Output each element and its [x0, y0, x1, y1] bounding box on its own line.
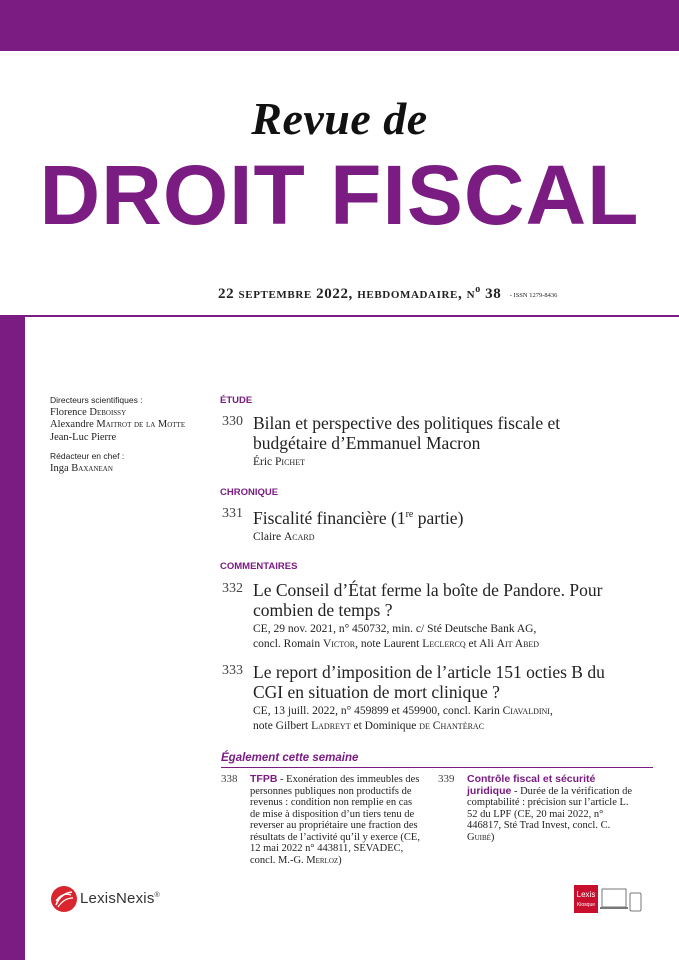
article-reference: CE, 13 juill. 2022, n° 459899 et 459900, concl. Karin Ciavaldini, note Gilbert Ladreyt et Dominique de Chantérac: [253, 705, 553, 732]
chief-editor: Inga Baxanean: [50, 462, 113, 474]
article-title: Le Conseil d’État ferme la boîte de Pandore. Pour combien de temps ?: [253, 580, 603, 620]
lexisnexis-logo-icon: [50, 885, 78, 913]
masthead: [50, 394, 185, 475]
section-commentaires: COMMENTAIRES: [220, 561, 298, 572]
also-divider: [221, 767, 653, 768]
left-color-band: [0, 315, 25, 960]
article-title: Fiscalité financière (1re partie): [253, 507, 464, 528]
article-author: Claire Acard: [253, 530, 315, 543]
article-number: 333: [222, 663, 243, 678]
director-2: Alexandre Maitrot de la Motte: [50, 419, 186, 430]
article-author: Éric Pichet: [253, 456, 305, 468]
directors-label: Directeurs scientifiques :: [50, 395, 143, 405]
article-title: Le report d’imposition de l’article 151 octies B du CGI en situation de mort clinique ?: [253, 662, 605, 702]
article-332[interactable]: [222, 580, 633, 652]
issue-number-sup: o: [475, 284, 481, 295]
also-this-week-heading: Également cette semaine: [221, 752, 359, 764]
article-330[interactable]: [222, 413, 633, 470]
article-title: Bilan et perspective des politiques fiscale et budgétaire d’Emmanuel Macron: [253, 413, 561, 453]
journal-title-line2: DROIT FISCAL: [39, 148, 640, 242]
lexis-kiosque-badge: [574, 885, 644, 913]
header-divider: [25, 315, 679, 317]
kiosque-label-1: Lexis: [576, 890, 596, 899]
director-1: Florence Deboissy: [50, 406, 127, 418]
chief-editor-label: Rédacteur en chef :: [50, 451, 125, 461]
section-chronique: CHRONIQUE: [220, 487, 279, 498]
brief-text: TFPB - Exonération des immeubles des personnes publiques non productifs de revenus : condition non remplie en cas de mise à disposition d’un tiers tenu de reverser au propriétaire une fraction des résultats de l’activité qu’il y exerce (CE, 12 mai 2022 n° 443811, SEVADEC, concl. M.-G. Merloz): [250, 773, 420, 866]
brief-339[interactable]: [438, 774, 638, 843]
article-number: 332: [222, 581, 243, 596]
issue-date: 22 septembre 2022, hebdomadaire, n: [218, 286, 476, 302]
top-color-band: [0, 0, 679, 51]
article-number: 330: [222, 414, 243, 429]
article-number: 331: [222, 506, 243, 521]
brief-number: 339: [438, 773, 455, 785]
article-331[interactable]: [222, 505, 633, 545]
issue-number: 38: [485, 286, 502, 302]
article-333[interactable]: [222, 662, 633, 734]
brief-338[interactable]: [221, 774, 421, 866]
brief-number: 338: [221, 773, 238, 785]
device-icons: [574, 885, 644, 913]
kiosque-label-2: Kiosque: [576, 902, 596, 908]
director-3: Jean-Luc Pierre: [50, 431, 117, 443]
brief-text: Contrôle fiscal et sécurité juridique - Durée de la vérification de comptabilité : précision sur l’article L. 52 du LPF (CE, 20 mai 2022, n° 446817, Sté Trad Invest, concl. C. Guibé): [467, 773, 633, 843]
issn: - ISSN 1279-8436: [509, 292, 558, 299]
journal-title-line1: Revue de: [251, 93, 428, 144]
article-reference: CE, 29 nov. 2021, n° 450732, min. c/ Sté Deutsche Bank AG, concl. Romain Victor, note Laurent Leclercq et Ali Ait Abed: [253, 623, 540, 650]
lexisnexis-logo: [50, 885, 180, 913]
lexisnexis-logo-text: LexisNexis®: [80, 890, 160, 907]
section-etude: ÉTUDE: [220, 395, 253, 406]
issue-line: [218, 284, 557, 303]
